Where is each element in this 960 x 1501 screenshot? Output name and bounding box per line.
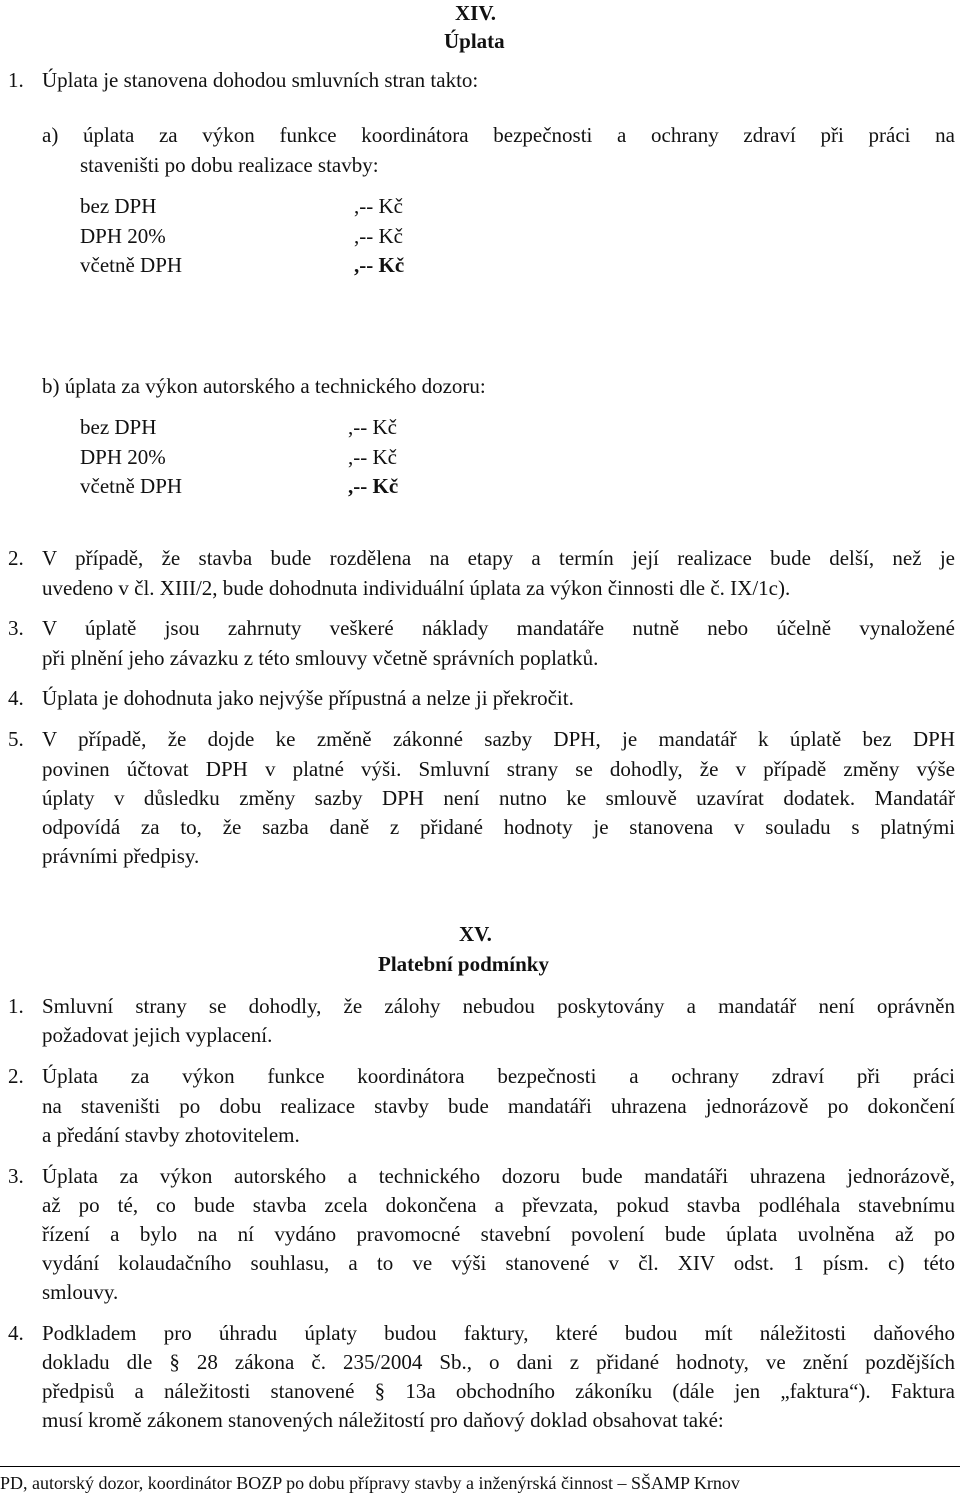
list-number: 3. bbox=[8, 616, 24, 640]
paragraph-line: musí kromě zákonem stanovených náležitostí pro daňový doklad obsahovat také: bbox=[42, 1408, 724, 1432]
price-value: ,-- Kč bbox=[348, 415, 397, 439]
paragraph-line: vydání kolaudačního souhlasu, a to ve výši stanovené v čl. XIV odst. 1 písm. c) této bbox=[42, 1251, 955, 1275]
paragraph-line: V úplatě jsou zahrnuty veškeré náklady mandatáře nutně nebo účelně vynaložené bbox=[42, 616, 955, 640]
list-number: 1. bbox=[8, 994, 24, 1018]
paragraph-line: právními předpisy. bbox=[42, 844, 200, 868]
paragraph-line: na staveništi po dobu realizace stavby bude mandatáři uhrazena jednorázově po dokončení bbox=[42, 1094, 955, 1118]
paragraph-line: b) úplata za výkon autorského a technického dozoru: bbox=[42, 374, 486, 398]
price-value-total: ,-- Kč bbox=[348, 474, 399, 498]
price-label: včetně DPH bbox=[80, 474, 183, 498]
paragraph-line: Úplata je dohodnuta jako nejvýše přípustná a nelze ji překročit. bbox=[42, 686, 574, 710]
paragraph-line: V případě, že stavba bude rozdělena na etapy a termín její realizace bude delší, než je bbox=[42, 546, 955, 570]
list-number: 5. bbox=[8, 727, 24, 751]
section-number: XIV. bbox=[455, 1, 497, 25]
paragraph-line: staveništi po dobu realizace stavby: bbox=[80, 153, 379, 177]
price-label: včetně DPH bbox=[80, 253, 183, 277]
price-label: DPH 20% bbox=[80, 445, 166, 469]
paragraph-line: až po té, co bude stavba zcela dokončena a převzata, pokud stavba podléhala stavebnímu bbox=[42, 1193, 955, 1217]
list-number: 2. bbox=[8, 546, 24, 570]
paragraph-line: při plnění jeho závazku z této smlouvy včetně správních poplatků. bbox=[42, 646, 599, 670]
price-value-total: ,-- Kč bbox=[354, 253, 405, 277]
section-title: Platební podmínky bbox=[378, 952, 549, 976]
paragraph-line: Úplata za výkon funkce koordinátora bezpečnosti a ochrany zdraví při práci bbox=[42, 1064, 955, 1088]
paragraph-line: povinen účtovat DPH v platné výši. Smluvní strany se dohodly, že v případě změny výše bbox=[42, 757, 955, 781]
paragraph-line: odpovídá za to, že sazba daně z přidané hodnoty je stanovena v souladu s platnými bbox=[42, 815, 955, 839]
list-number: 4. bbox=[8, 686, 24, 710]
footer-divider bbox=[0, 1466, 960, 1467]
paragraph-line: a) úplata za výkon funkce koordinátora bezpečnosti a ochrany zdraví při práci na bbox=[42, 123, 955, 147]
paragraph-line: Podkladem pro úhradu úplaty budou faktury, které budou mít náležitosti daňového bbox=[42, 1321, 955, 1345]
paragraph-line: předpisů a náležitosti stanovené § 13a obchodního zákoníku (dále jen „faktura“). Faktura bbox=[42, 1379, 955, 1403]
list-number: 4. bbox=[8, 1321, 24, 1345]
paragraph-line: Úplata je stanovena dohodou smluvních stran takto: bbox=[42, 68, 479, 92]
list-number: 2. bbox=[8, 1064, 24, 1088]
paragraph-line: úplaty v důsledku změny sazby DPH není nutno ke smlouvě uzavírat dodatek. Mandatář bbox=[42, 786, 955, 810]
section-title: Úplata bbox=[444, 29, 505, 53]
price-label: DPH 20% bbox=[80, 224, 166, 248]
paragraph-line: uvedeno v čl. XIII/2, bude dohodnuta individuální úplata za výkon činnosti dle č. IX/1c). bbox=[42, 576, 791, 600]
price-value: ,-- Kč bbox=[348, 445, 397, 469]
paragraph-line: požadovat jejich vyplacení. bbox=[42, 1023, 273, 1047]
price-label: bez DPH bbox=[80, 194, 157, 218]
page-footer: PD, autorský dozor, koordinátor BOZP po dobu přípravy stavby a inženýrská činnost – SŠAMP Krnov bbox=[0, 1473, 740, 1493]
price-label: bez DPH bbox=[80, 415, 157, 439]
price-value: ,-- Kč bbox=[354, 224, 403, 248]
paragraph-line: Úplata za výkon autorského a technického dozoru bude mandatáři uhrazena jednorázově, bbox=[42, 1164, 955, 1188]
paragraph-line: řízení a bylo na ní vydáno pravomocné stavební povolení bude úplata uvolněna až po bbox=[42, 1222, 955, 1246]
section-number: XV. bbox=[459, 922, 492, 946]
price-value: ,-- Kč bbox=[354, 194, 403, 218]
paragraph-line: smlouvy. bbox=[42, 1280, 119, 1304]
list-number: 1. bbox=[8, 68, 24, 92]
paragraph-line: V případě, že dojde ke změně zákonné sazby DPH, je mandatář k úplatě bez DPH bbox=[42, 727, 955, 751]
paragraph-line: dokladu dle § 28 zákona č. 235/2004 Sb., o dani z přidané hodnoty, ve znění pozdějších bbox=[42, 1350, 955, 1374]
paragraph-line: Smluvní strany se dohodly, že zálohy nebudou poskytovány a mandatář není oprávněn bbox=[42, 994, 955, 1018]
list-number: 3. bbox=[8, 1164, 24, 1188]
paragraph-line: a předání stavby zhotovitelem. bbox=[42, 1123, 300, 1147]
